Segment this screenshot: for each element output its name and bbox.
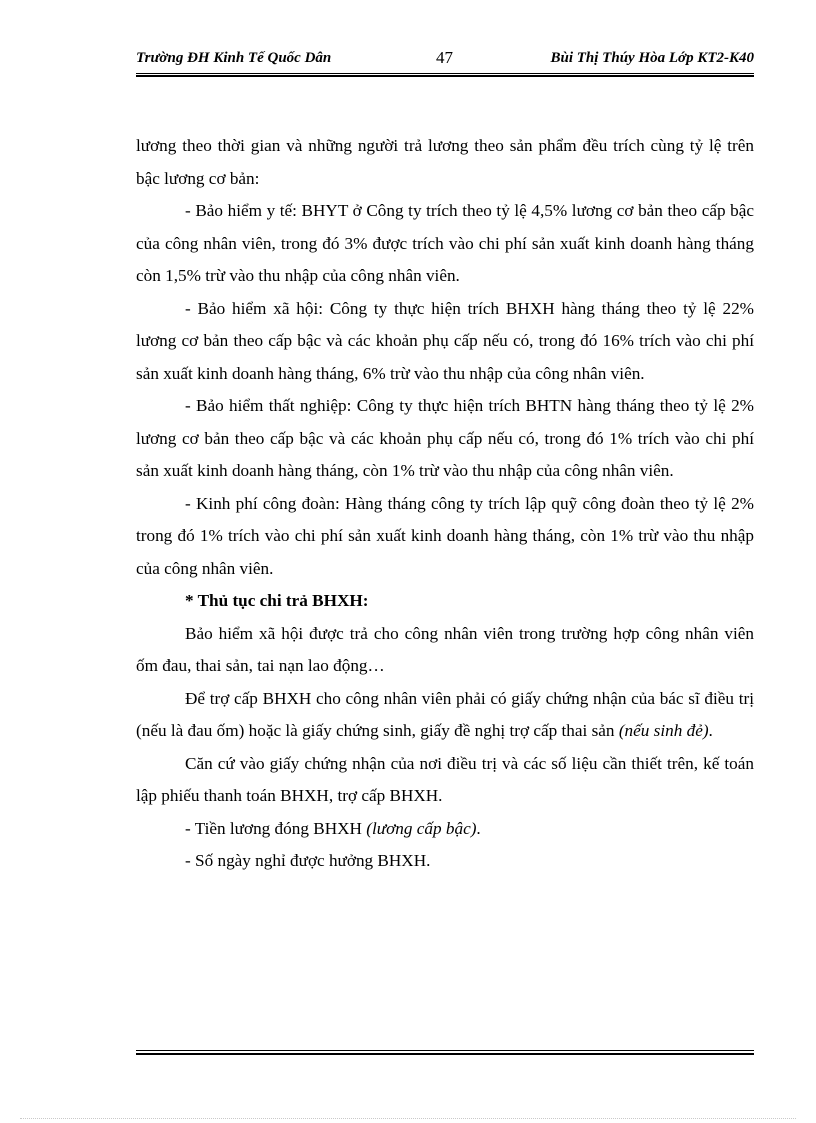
paragraph-payment-cases: Bảo hiểm xã hội được trả cho công nhân viên trong trường hợp công nhân viên ốm đau, thai sản, tai nạn lao động… — [136, 623, 754, 675]
paragraph-certificate — [136, 683, 754, 748]
header-page-number: 47 — [436, 48, 453, 67]
header-divider-thick — [136, 75, 754, 77]
list-item-salary-text: - Tiền lương đóng BHXH — [185, 818, 367, 838]
header-divider — [136, 73, 754, 74]
list-item-salary — [136, 813, 754, 846]
footer-divider — [136, 1050, 754, 1051]
paragraph-social-insurance: - Bảo hiểm xã hội: Công ty thực hiện trích BHXH hàng tháng theo tỷ lệ 22% lương cơ bản theo cấp bậc và các khoản phụ cấp nếu có, trong đó 16% trích vào chi phí sản xuất kinh doanh hàng tháng, 6% trừ vào thu nhập của công nhân viên. — [136, 298, 754, 383]
paragraph-unemployment-insurance: - Bảo hiểm thất nghiệp: Công ty thực hiện trích BHTN hàng tháng theo tỷ lệ 2% lương cơ bản theo cấp bậc và các khoản phụ cấp nếu có, trong đó 1% trích vào chi phí sản xuất kinh doanh hàng tháng, còn 1% trừ vào thu nhập của công nhân viên. — [136, 396, 754, 480]
paragraph-certificate-end: . — [708, 721, 713, 740]
paragraph-certificate-text: Để trợ cấp BHXH cho công nhân viên phải có giấy chứng nhận của bác sĩ điều trị (nếu là đau ốm) hoặc là giấy chứng sinh, giấy đề nghị trợ cấp thai sản — [136, 688, 754, 740]
section-heading: * Thủ tục chi trả BHXH: — [185, 591, 369, 610]
list-item-salary-note: (lương cấp bậc) — [366, 818, 477, 838]
document-body — [136, 130, 754, 878]
paragraph-health-insurance: - Bảo hiểm y tế: BHYT ở Công ty trích theo tỷ lệ 4,5% lương cơ bản theo cấp bậc của công nhân viên, trong đó 3% được trích vào chi phí sản xuất kinh doanh hàng tháng còn 1,5% trừ vào thu nhập của công nhân viên. — [136, 201, 754, 285]
paragraph-accounting: Căn cứ vào giấy chứng nhận của nơi điều trị và các số liệu cần thiết trên, kế toán lập phiếu thanh toán BHXH, trợ cấp BHXH. — [136, 753, 754, 805]
page-header — [136, 48, 754, 74]
paragraph-continuation: lương theo thời gian và những người trả lương theo sản phẩm đều trích cùng tỷ lệ trên bậc lương cơ bản: — [136, 136, 754, 188]
list-item-salary-end: . — [476, 818, 481, 838]
paragraph-certificate-note: (nếu sinh đẻ) — [618, 721, 709, 740]
footer-divider-thick — [136, 1053, 754, 1055]
header-school: Trường ĐH Kinh Tế Quốc Dân — [136, 50, 332, 66]
paragraph-union-fee: - Kinh phí công đoàn: Hàng tháng công ty trích lập quỹ công đoàn theo tỷ lệ 2% trong đó 1% trích vào chi phí sản xuất kinh doanh hàng tháng, còn 1% trừ vào thu nhập của công nhân viên. — [136, 493, 754, 578]
list-item-days-off: - Số ngày nghỉ được hưởng BHXH. — [185, 851, 431, 870]
page-bottom-dotted-line — [20, 1118, 796, 1119]
header-author: Bùi Thị Thúy Hòa Lớp KT2-K40 — [550, 50, 754, 66]
